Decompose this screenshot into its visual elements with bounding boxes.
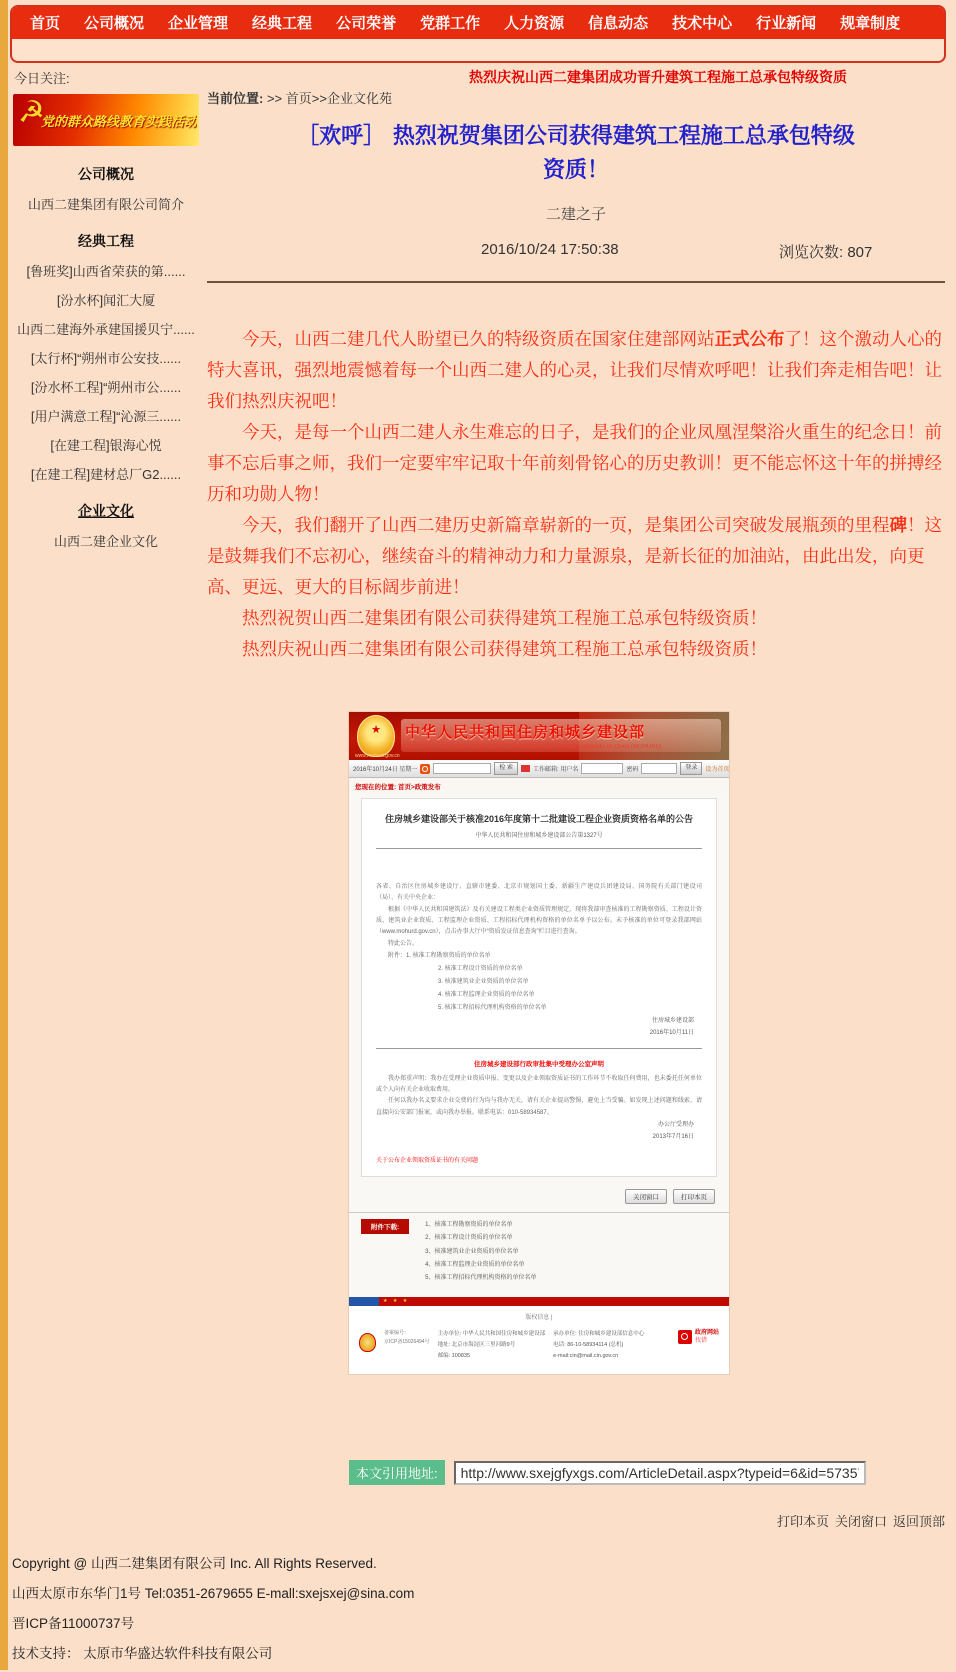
mohurd-doc-subtitle: 中华人民共和国住房和城乡建设部公告第1327号 (475, 832, 603, 839)
mohurd-password-input (641, 763, 677, 774)
mohurd-host-info: 主办单位: 中华人民共和国住房和城乡建设部 地址: 北京市海淀区三里河路9号 邮编: 100835 (437, 1331, 546, 1360)
sidebar-item[interactable]: [汾水杯]闻汇大厦 (56, 293, 156, 308)
sidebar-item[interactable]: [太行杯]“朔州市公安技...... (30, 351, 182, 366)
mohurd-mail-label: 工作邮箱: 用户名 (533, 767, 579, 774)
nav-item-11[interactable]: 规章制度 (840, 15, 901, 32)
mohurd-copyright-label: 版权信息 | (525, 1315, 553, 1322)
mohurd-undertake-info: 承办单位: 住房和城乡建设部信息中心 电话: 86-10-58934114 (总机) e-mail:cin@mail.cin.gov.cn (553, 1331, 645, 1360)
footer-line: 山西太原市东华门1号 Tel:0351-2679655 E-mall:sxejsxej@sina.com (12, 1586, 415, 1601)
top-navigation (10, 5, 946, 63)
sidebar-item[interactable]: [用户满意工程]“沁源三...... (30, 409, 182, 424)
mohurd-signature: 住房城乡建设部 2016年10月11日 (649, 1017, 694, 1036)
mohurd-print-button: 打印本页 (673, 1189, 715, 1204)
mohurd-notice-1: 我办郑重声明：我办在受理企业资质申报、变更以及企业领取资质证书的工作环节不收取任何费用，也未委托任何单位或个人向有关企业收取费用。 (376, 1075, 702, 1093)
main-content (207, 88, 945, 1530)
mohurd-header (349, 712, 729, 760)
mohurd-search-input (433, 763, 491, 774)
citation-row (349, 1460, 945, 1485)
footer-line: 技术支持： 太原市华盛达软件科技有限公司 (12, 1646, 273, 1661)
mohurd-doc-to: 各省、自治区住房城乡建设厅、直辖市建委、北京市规划国土委、新疆生产建设兵团建设局、国务院有关部门建设司（局）、有关中央企业： (376, 883, 702, 902)
mohurd-doc-title: 住房城乡建设部关于核准2016年度第十二批建设工程企业资质资格名单的公告 (384, 814, 694, 825)
mohurd-close-button: 关闭窗口 (625, 1189, 667, 1204)
sidebar-item[interactable]: 山西二建集团有限公司简介 (27, 197, 184, 212)
mohurd-site-name: 中华人民共和国住房和城乡建设部 (405, 724, 646, 742)
mohurd-password-label: 密码 (626, 767, 639, 774)
title-divider (207, 281, 945, 283)
breadcrumb-path: >> 首页>>企业文化苑 (266, 91, 392, 106)
mohurd-body (349, 794, 729, 1297)
nav-item-9[interactable]: 技术中心 (672, 15, 733, 32)
embed-attachment-item: 2. 核准工程设计资质的单位名单 (438, 966, 523, 973)
mohurd-toolbar (349, 760, 729, 778)
mohurd-download-section (361, 1219, 717, 1285)
embedded-mohurd-screenshot (349, 712, 729, 1374)
article-action-link[interactable]: 返回顶部 (892, 1514, 945, 1530)
embed-attachment-item: 5. 核准工程招标代理机构资格的单位名单 (438, 1004, 547, 1011)
embed-download-item: 5、核准工程招标代理机构资格的单位名单 (425, 1274, 537, 1281)
hammer-sickle-icon: ☭ (18, 96, 45, 129)
sidebar-item[interactable]: 山西二建海外承建国援贝宁...... (17, 322, 195, 337)
mohurd-signature-2: 办公厅受理办 2013年7月16日 (652, 1122, 694, 1141)
today-focus-row (14, 68, 944, 86)
nav-item-5[interactable]: 公司荣誉 (336, 15, 397, 32)
article-paragraph: 热烈祝贺山西二建集团有限公司获得建筑工程施工总承包特级资质！ (242, 609, 767, 630)
sidebar-item[interactable]: [在建工程]建材总厂G2...... (30, 467, 182, 482)
embed-download-item: 2、核准工程设计资质的单位名单 (425, 1235, 513, 1242)
nav-item-10[interactable]: 行业新闻 (756, 15, 817, 32)
embed-download-item: 4、核准工程监理企业资质的单位名单 (425, 1261, 525, 1268)
mohurd-doc-actions (363, 1189, 715, 1204)
mohurd-footer-bar: ★ ★ ★ (349, 1297, 729, 1306)
article-paragraph: 今天，我们翻开了山西二建历史新篇章崭新的一页，是集团公司突破发展瓶颈的里程碑！这是鼓舞我们不忘初心，继续奋斗的精神动力和力量源泉，是新长征的加油站，由此出发，向更高、更远、更大的目标阔步前进！ (207, 516, 942, 599)
mohurd-download-label: 附件下载: (361, 1219, 409, 1234)
party-campaign-banner[interactable] (13, 94, 199, 146)
embed-attachment-item: 1. 核准工程勘察资质的单位名单 (406, 953, 491, 960)
mohurd-search-button: 检 索 (494, 762, 518, 775)
mohurd-site-name-en: Ministry of Housing and Urban-Rural Development of the People's Republic of China (MOHURD) (405, 744, 662, 751)
mohurd-attach-label: 附件： (388, 953, 407, 960)
mohurd-notice-2: 任何以我办名义要求企业交费的行为均与我办无关，请有关企业提高警惕，避免上当受骗。如发现上述问题和线索，请直接向公安部门报案，或向我办举报。联系电话：010-58934587。 (376, 1098, 702, 1116)
page-footer (12, 1552, 414, 1672)
nav-item-8[interactable]: 信息动态 (588, 15, 649, 32)
article-author: 二建之子 (545, 206, 606, 224)
article-paragraph: 今天，是每一个山西二建人永生难忘的日子，是我们的企业凤凰涅槃浴火重生的纪念日！前事不忘后事之师，我们一定要牢牢记取十年前刻骨铭心的历史教训！更不能忘怀这十年的拼搏经历和功勋人物！ (207, 423, 942, 506)
nav-item-6[interactable]: 党群工作 (420, 15, 481, 32)
sidebar-item[interactable]: 山西二建企业文化 (53, 534, 158, 549)
breadcrumb (207, 88, 945, 107)
breadcrumb-label: 当前位置: (207, 91, 264, 106)
sidebar-item[interactable]: [在建工程]银海心悦 (50, 438, 162, 453)
article-body (207, 325, 945, 666)
banner-text: 党的群众路线教育实践活动 (41, 114, 197, 129)
mohurd-title-band (401, 719, 721, 752)
national-emblem-icon (357, 715, 395, 757)
gov-magnifier-icon (678, 1330, 692, 1344)
mail-icon (521, 765, 530, 772)
nav-item-2[interactable]: 公司概况 (84, 15, 145, 32)
page-left-border (0, 0, 8, 1670)
mohurd-notice-title: 住房城乡建设部行政审批集中受理办公室声明 (474, 1060, 604, 1068)
embed-attachment-item: 4. 核准工程监理企业资质的单位名单 (438, 991, 535, 998)
nav-bar (12, 7, 944, 39)
sidebar-item[interactable]: [汾水杯工程]“朔州市公...... (30, 380, 182, 395)
nav-item-1[interactable]: 首页 (30, 15, 61, 32)
sidebar (8, 88, 204, 560)
article-views: 浏览次数: 807 (779, 244, 873, 262)
nav-item-3[interactable]: 企业管理 (168, 15, 229, 32)
search-icon (420, 764, 430, 774)
mohurd-sethome-link: 设为首页 (705, 767, 729, 774)
today-focus-label: 今日关注: (14, 71, 70, 86)
ticker-text: 热烈庆祝山西二建集团成功晋升建筑工程施工总承包特级资质 (469, 69, 847, 85)
mohurd-date: 2016年10月24日 星期一 (353, 767, 418, 774)
mohurd-breadcrumb: 您现在的位置: 首页>政策发布 (349, 778, 729, 794)
mohurd-document (361, 798, 717, 1177)
embed-download-item: 3、核准建筑业企业资质的单位名单 (425, 1248, 519, 1255)
embed-attachment-item: 3. 核准建筑业企业资质的单位名单 (438, 978, 529, 985)
mohurd-doc-body: 根据《中华人民共和国建筑法》及有关建设工程类企业资质管理规定，现将我部审查核准的工程勘察资质、工程设计资质、建筑业企业资质、工程监理企业资质、工程招标代理机构资格的单位名单予以公布。未予核准的单位可登录我部网站（www.mohurd.gov.cn），点击办事大厅中“资质发证信息查询”栏目进行查询。 (376, 906, 702, 936)
sidebar-heading: 企业文化 (78, 503, 134, 519)
mohurd-footer (349, 1306, 729, 1374)
embed-download-item: 1、核准工程勘察资质的单位名单 (425, 1222, 513, 1229)
nav-subbar (12, 39, 944, 61)
mohurd-related-link: 关于公布企业领取资质证书的有关问题 (376, 1158, 479, 1165)
article-date: 2016/10/24 17:50:38 (481, 241, 619, 259)
beian-badge-icon (359, 1333, 376, 1352)
footer-line: 晋ICP备11000737号 (12, 1616, 135, 1631)
mohurd-site-url: www.mohurd.gov.cn (355, 753, 400, 760)
article-paragraph: 热烈庆祝山西二建集团有限公司获得建筑工程施工总承包特级资质！ (242, 640, 767, 661)
mohurd-login-button: 登录 (680, 762, 702, 775)
article-action-link[interactable]: 打印本页 (776, 1514, 829, 1530)
citation-url-input[interactable] (454, 1461, 866, 1485)
page-title: ［欢呼］ 热烈祝贺集团公司获得建筑工程施工总承包特级资质！ (297, 123, 855, 184)
nav-item-7[interactable]: 人力资源 (504, 15, 565, 32)
sidebar-heading: 经典工程 (78, 233, 134, 249)
sidebar-heading: 公司概况 (78, 166, 134, 182)
article-paragraph: 今天，山西二建几代人盼望已久的特级资质在国家住建部网站正式公布了！这个激动人心的特大喜讯，强烈地震憾着每一个山西二建人的心灵，让我们尽情欢呼吧！让我们奔走相告吧！让我们热烈庆祝吧！ (207, 330, 942, 413)
gov-site-logo: 政府网站 找错 (678, 1329, 719, 1345)
nav-item-4[interactable]: 经典工程 (252, 15, 313, 32)
mohurd-beian: 备案编号： 京ICP备15026494号 (384, 1330, 430, 1345)
mohurd-username-input (581, 763, 623, 774)
sidebar-item[interactable]: [鲁班奖]山西省荣获的第...... (26, 264, 186, 279)
article-meta (207, 241, 945, 261)
article-action-link[interactable]: 关闭窗口 (834, 1514, 887, 1530)
citation-label: 本文引用地址: (349, 1460, 445, 1485)
footer-line: Copyright @ 山西二建集团有限公司 Inc. All Rights Reserved. (12, 1556, 377, 1571)
mohurd-doc-body2: 特此公告。 (388, 940, 419, 947)
article-action-links (207, 1511, 945, 1530)
